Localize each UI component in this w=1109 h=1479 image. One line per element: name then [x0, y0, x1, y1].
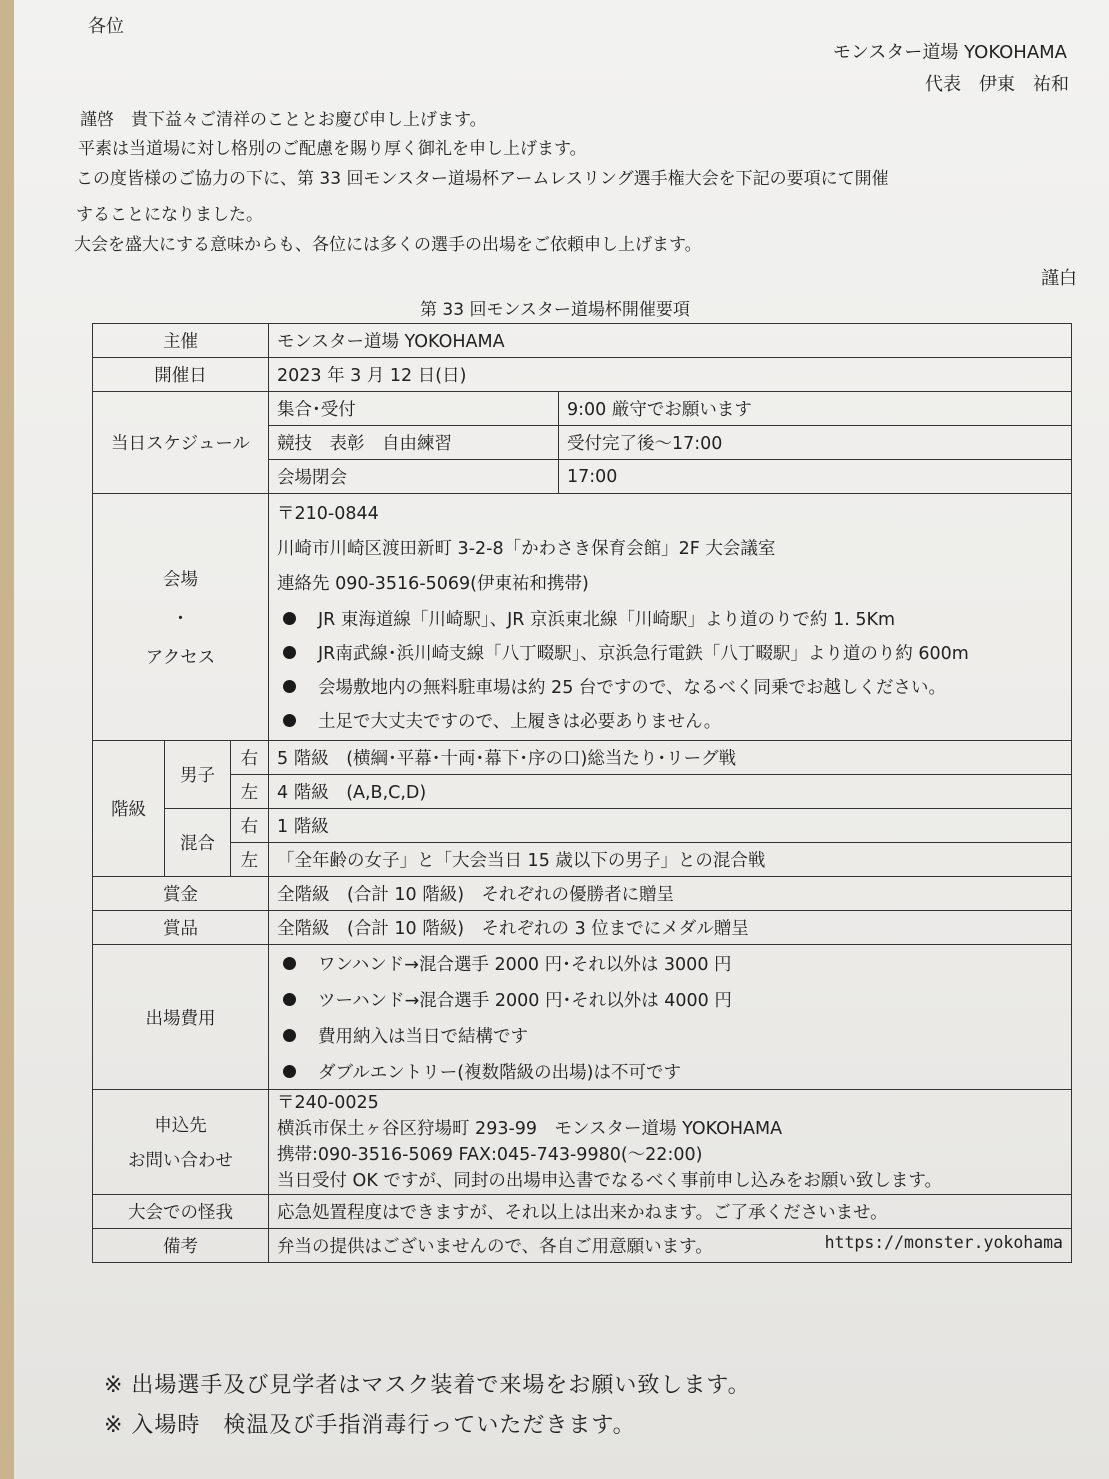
venue-bullet	[277, 704, 1063, 738]
venue-bullet	[277, 636, 1063, 670]
bullet-icon	[283, 714, 296, 727]
schedule-row	[93, 392, 1072, 426]
application-label-line-1: 申込先	[154, 1116, 207, 1136]
venue-details	[269, 494, 1072, 741]
mixed-left-value: 「全年齢の女子」と「大会当日 15 歳以下の男子」との混合戦	[269, 843, 1072, 877]
venue-address: 川崎市川崎区渡田新町 3-2-8「かわさき保育会館」2F 大会議室	[277, 538, 776, 559]
date-value: 2023 年 3 月 12 日(日)	[269, 358, 1072, 392]
men-label: 男子	[165, 741, 231, 809]
application-address: 横浜市保土ヶ谷区狩場町 293-99 モンスター道場 YOKOHAMA	[277, 1119, 783, 1139]
notes-label: 備考	[93, 1229, 269, 1263]
venue-postal: 〒210-0844	[277, 503, 379, 524]
fee-bullet-text: ダブルエントリー(複数階級の出場)は不可です	[318, 1062, 681, 1083]
row-organizer	[93, 324, 1072, 358]
application-label-line-2: お問い合わせ	[128, 1151, 233, 1171]
schedule-time: 17:00	[559, 460, 1072, 494]
bullet-icon	[283, 646, 296, 659]
application-label	[93, 1090, 269, 1195]
footer-note-temperature: ※ 入場時 検温及び手指消毒行っていただきます。	[104, 1413, 636, 1438]
date-label: 開催日	[93, 358, 269, 392]
class-label: 階級	[93, 741, 165, 877]
injury-label: 大会での怪我	[93, 1195, 269, 1229]
mixed-label: 混合	[165, 809, 231, 877]
prize-value: 全階級 (合計 10 階級) それぞれの 3 位までにメダル贈呈	[269, 911, 1072, 945]
prize-money-label: 賞金	[93, 877, 269, 911]
bullet-icon	[283, 680, 296, 693]
row-injury	[93, 1195, 1072, 1229]
letter-line-2: 平素は当道場に対し格別のご配慮を賜り厚く御礼を申し上げます。	[78, 139, 587, 159]
application-postal: 〒240-0025	[277, 1093, 379, 1113]
fee-bullet	[277, 1053, 1063, 1089]
venue-label-line-2: ･	[176, 608, 185, 629]
addressee: 各位	[88, 16, 124, 37]
row-date	[93, 358, 1072, 392]
letter-line-3: この度皆様のご協力の下に、第 33 回モンスター道場杯アームレスリング選手権大会を下記の要項にて開催	[76, 169, 889, 189]
venue-label-line-3: アクセス	[145, 647, 216, 668]
bullet-icon	[283, 1029, 296, 1042]
row-prize-money	[93, 877, 1072, 911]
row-notes	[93, 1229, 1072, 1263]
schedule-time: 受付完了後～17:00	[559, 426, 1072, 460]
schedule-label: 当日スケジュール	[93, 392, 269, 494]
bullet-icon	[283, 957, 296, 970]
organizer-label: 主催	[93, 324, 269, 358]
row-men-left	[93, 775, 1072, 809]
venue-label	[93, 494, 269, 741]
prize-money-value: 全階級 (合計 10 階級) それぞれの優勝者に贈呈	[269, 877, 1072, 911]
row-application	[93, 1090, 1072, 1195]
fee-details	[269, 945, 1072, 1090]
table-title: 第 33 回モンスター道場杯開催要項	[420, 300, 690, 320]
row-mixed-left	[93, 843, 1072, 877]
row-prize	[93, 911, 1072, 945]
hand-left-label: 左	[231, 775, 269, 809]
hand-right-label: 右	[231, 809, 269, 843]
men-right-value: 5 階級 (横綱･平幕･十両･幕下･序の口)総当たり･リーグ戦	[269, 741, 1072, 775]
fee-bullet	[277, 945, 1063, 981]
footer-note-mask: ※ 出場選手及び見学者はマスク装着で来場をお願い致します。	[104, 1373, 751, 1398]
row-mixed-right	[93, 809, 1072, 843]
fee-bullet-text: ツーハンド→混合選手 2000 円･それ以外は 4000 円	[318, 990, 732, 1011]
venue-bullet-text: JR 東海道線「川崎駅」、JR 京浜東北線「川崎駅」より道のりで約 1. 5Km	[318, 610, 895, 630]
fee-bullet-text: 費用納入は当日で結構です	[318, 1026, 528, 1047]
prize-label: 賞品	[93, 911, 269, 945]
schedule-item: 集合･受付	[269, 392, 559, 426]
fee-bullet	[277, 1017, 1063, 1053]
schedule-time: 9:00 厳守でお願います	[559, 392, 1072, 426]
fee-bullet	[277, 981, 1063, 1017]
mixed-right-value: 1 階級	[269, 809, 1072, 843]
notes-text: 弁当の提供はございませんので、各自ご用意願います。	[277, 1237, 713, 1257]
organizer-value: モンスター道場 YOKOHAMA	[269, 324, 1072, 358]
venue-bullet-text: JR南武線･浜川崎支線「八丁畷駅」、京浜急行電鉄「八丁畷駅」より道のり約 600m	[318, 644, 969, 664]
hand-right-label: 右	[231, 741, 269, 775]
fee-bullet-text: ワンハンド→混合選手 2000 円･それ以外は 3000 円	[318, 954, 732, 975]
sender-organization: モンスター道場 YOKOHAMA	[832, 42, 1067, 63]
schedule-item: 会場閉会	[269, 460, 559, 494]
venue-bullet-text: 土足で大丈夫ですので、上履きは必要ありません。	[318, 712, 722, 732]
application-note: 当日受付 OK ですが、同封の出場申込書でなるべく事前申し込みをお願い致します。	[277, 1171, 942, 1191]
row-men-right	[93, 741, 1072, 775]
closing-word: 謹白	[1041, 268, 1077, 289]
row-venue	[93, 494, 1072, 741]
row-fee	[93, 945, 1072, 1090]
letter-line-4: することになりました。	[76, 205, 263, 225]
schedule-item: 競技 表彰 自由練習	[269, 426, 559, 460]
application-details	[269, 1090, 1072, 1195]
letter-line-5: 大会を盛大にする意味からも、各位には多くの選手の出場をご依頼申し上げます。	[74, 235, 702, 255]
men-left-value: 4 階級 (A,B,C,D)	[269, 775, 1072, 809]
letter-line-1: 謹啓 貴下益々ご清祥のこととお慶び申し上げます。	[80, 110, 487, 130]
injury-value: 応急処置程度はできますが、それ以上は出来かねます。ご了承くださいませ。	[269, 1195, 1072, 1229]
venue-bullet-text: 会場敷地内の無料駐車場は約 25 台ですので、なるべく同乗でお越しください｡	[318, 678, 938, 698]
bullet-icon	[283, 1065, 296, 1078]
notes-value	[269, 1229, 1072, 1263]
venue-label-line-1: 会場	[163, 569, 198, 590]
hand-left-label: 左	[231, 843, 269, 877]
venue-contact: 連絡先 090-3516-5069(伊東祐和携帯)	[277, 573, 589, 594]
bullet-icon	[283, 612, 296, 625]
venue-bullet	[277, 670, 1063, 704]
event-details-table	[92, 323, 1072, 1263]
sender-representative: 代表 伊東 祐和	[925, 74, 1069, 95]
venue-bullet	[277, 602, 1063, 636]
application-phone-fax: 携帯:090-3516-5069 FAX:045-743-9980(～22:00)	[277, 1145, 703, 1165]
bullet-icon	[283, 993, 296, 1006]
fee-label: 出場費用	[93, 945, 269, 1090]
website-url: https://monster.yokohama	[824, 1233, 1063, 1252]
